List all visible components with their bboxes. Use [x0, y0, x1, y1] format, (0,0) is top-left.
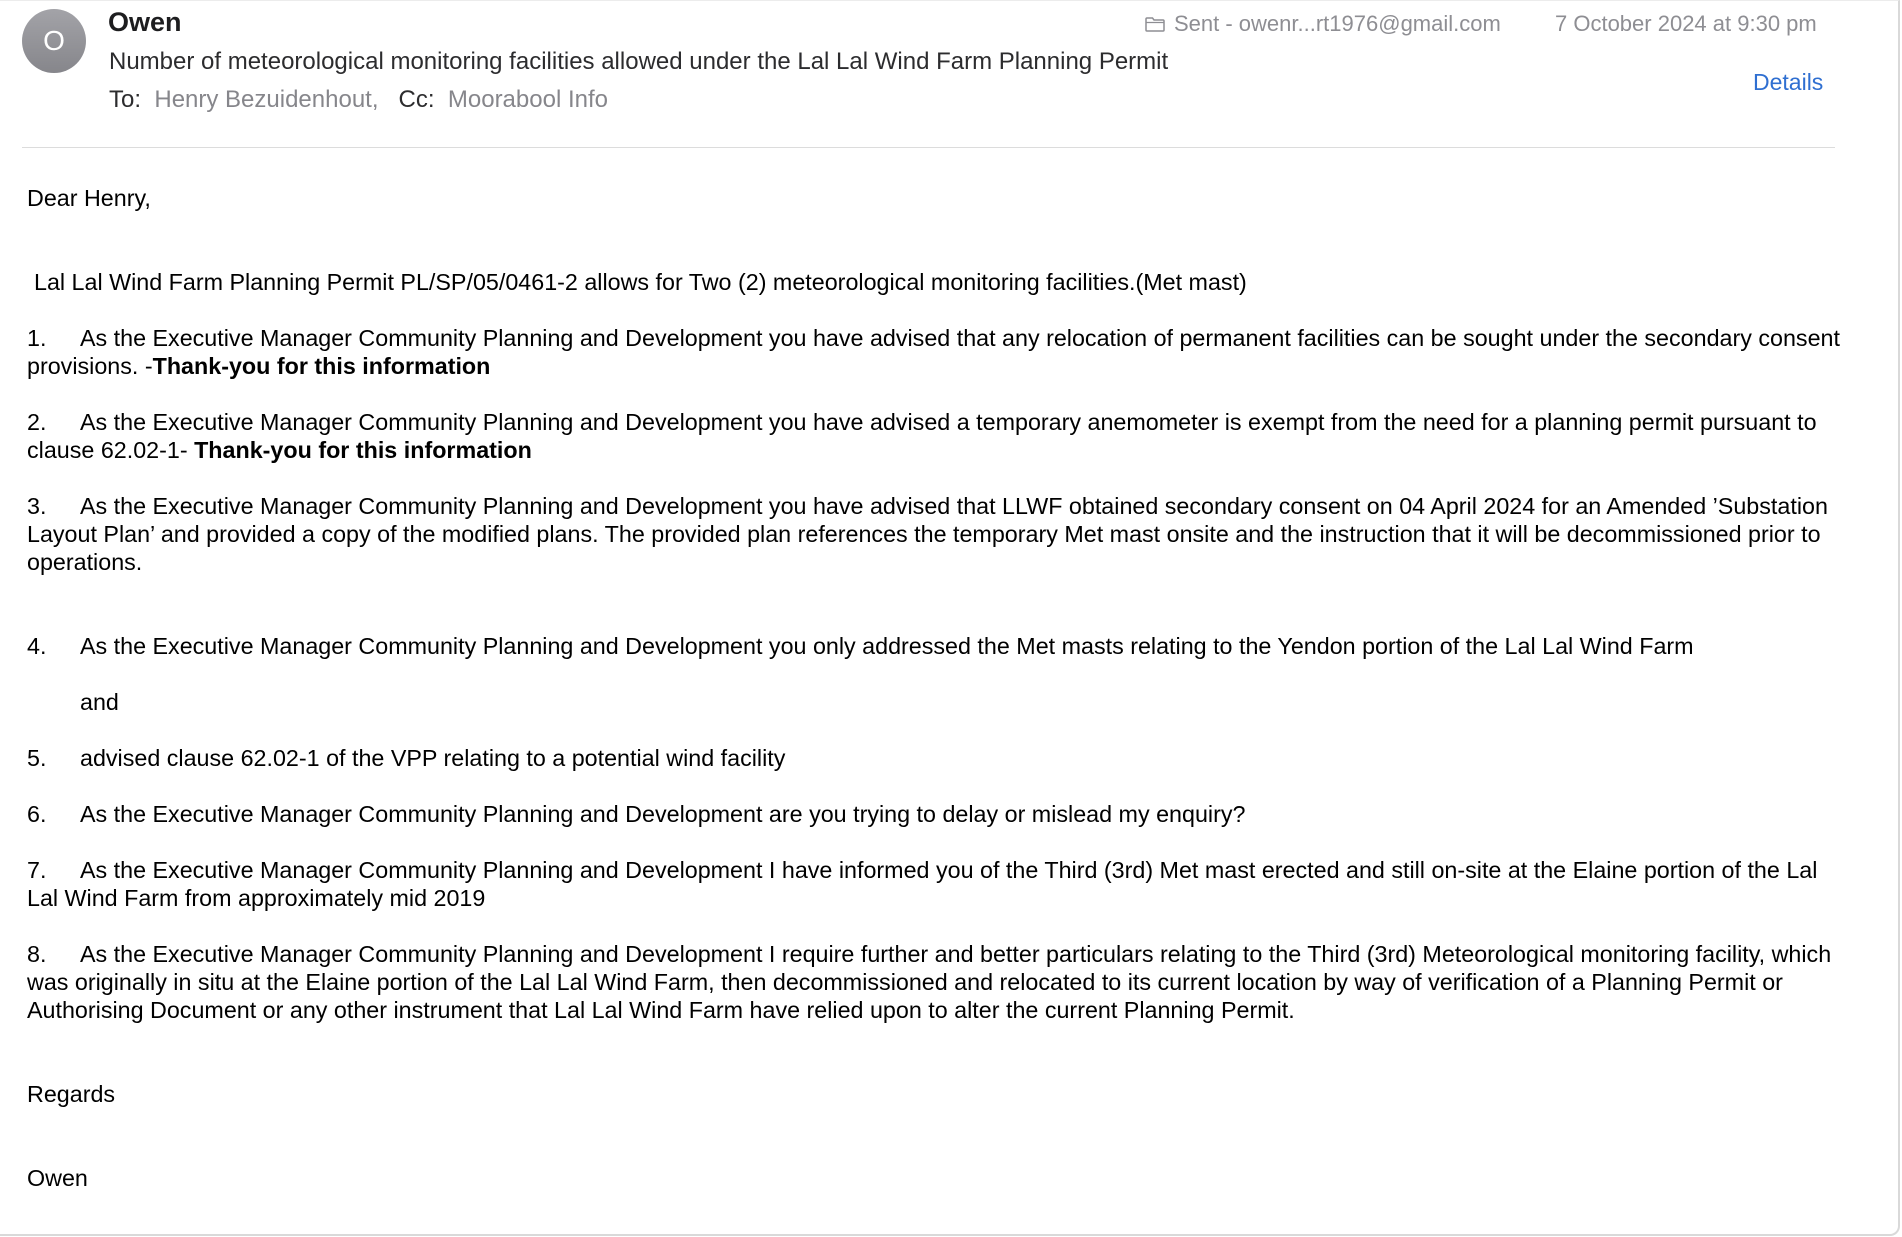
list-item-bold: Thank-you for this information [152, 353, 491, 379]
list-item [27, 408, 1847, 464]
list-item-number: 6. [27, 801, 47, 827]
list-item-number: 2. [27, 409, 47, 435]
list-item-text: As the Executive Manager Community Planning and Development you have advised that any relocation of permanent facilities can be sought under the secondary consent provisions. - [27, 325, 1840, 379]
list-item-text: As the Executive Manager Community Planning and Development are you trying to delay or mislead my enquiry? [80, 801, 1246, 827]
list-item-text: As the Executive Manager Community Planning and Development you have advised that LLWF obtained secondary consent on 04 April 2024 for an Amended ’Substation Layout Plan’ and provided a copy of the modified plans. The provided plan references the temporary Met mast onsite and the instruction that it will be decommissioned prior to operations. [27, 493, 1828, 575]
mailbox-label: Sent - owenr...rt1976@gmail.com [1174, 11, 1501, 36]
recipients-row [109, 86, 608, 114]
greeting: Dear Henry, [27, 185, 151, 211]
list-item-number: 3. [27, 493, 47, 519]
list-item-number: 5. [27, 745, 47, 771]
mailbox-location [1145, 11, 1501, 37]
signature-name: Owen [27, 1165, 88, 1191]
regards-line: Regards [27, 1081, 116, 1107]
list-item [27, 324, 1847, 380]
folder-icon [1145, 16, 1165, 32]
list-item [27, 632, 1847, 660]
list-item [27, 800, 1847, 828]
header-divider [22, 147, 1835, 148]
to-label: To: [109, 86, 142, 113]
list-item-text: advised clause 62.02-1 of the VPP relating to a potential wind facility [80, 745, 786, 771]
list-item-number: 7. [27, 857, 47, 883]
list-item-text: As the Executive Manager Community Planning and Development you only addressed the Met masts relating to the Yendon portion of the Lal Lal Wind Farm [80, 633, 1694, 659]
intro-paragraph: Lal Lal Wind Farm Planning Permit PL/SP/05/0461-2 allows for Two (2) meteorological monitoring facilities.(Met mast) [34, 269, 1247, 295]
sent-date: 7 October 2024 at 9:30 pm [1555, 11, 1817, 36]
list-item-bold: Thank-you for this information [194, 437, 532, 463]
list-item-number: 1. [27, 325, 47, 351]
message-header [0, 1, 1860, 149]
avatar[interactable]: O [22, 9, 86, 73]
list-item [27, 856, 1847, 912]
list-item-text: As the Executive Manager Community Planning and Development you have advised a temporary anemometer is exempt from the need for a planning permit pursuant to clause 62.02-1- [27, 409, 1817, 463]
message-body [27, 184, 1847, 1192]
list-item-number: 4. [27, 633, 47, 659]
list-item-text: As the Executive Manager Community Planning and Development I have informed you of the Third (3rd) Met mast erected and still on-site at the Elaine portion of the Lal Lal Wind Farm from approximately mid 2019 [27, 857, 1818, 911]
sender-name[interactable]: Owen [108, 7, 182, 37]
details-link[interactable]: Details [1753, 69, 1824, 95]
subject-line: Number of meteorological monitoring facilities allowed under the Lal Lal Wind Farm Planning Permit [109, 48, 1169, 75]
to-recipient[interactable]: Henry Bezuidenhout, [154, 86, 379, 113]
cc-label: Cc: [398, 86, 435, 113]
list-item [27, 492, 1847, 576]
list-item [27, 744, 1847, 772]
list-item-text: As the Executive Manager Community Planning and Development I require further and better particulars relating to the Third (3rd) Meteorological monitoring facility, which was originally in situ at the Elaine portion of the Lal Lal Wind Farm, then decommissioned and relocated to its current location by way of verification of a Planning Permit or Authorising Document or any other instrument that Lal Lal Wind Farm have relied upon to alter the current Planning Permit. [27, 941, 1832, 1023]
list-item-number: 8. [27, 941, 47, 967]
list-item [27, 940, 1847, 1024]
cc-recipient[interactable]: Moorabool Info [447, 86, 608, 113]
conjunction-line: and [80, 689, 119, 715]
